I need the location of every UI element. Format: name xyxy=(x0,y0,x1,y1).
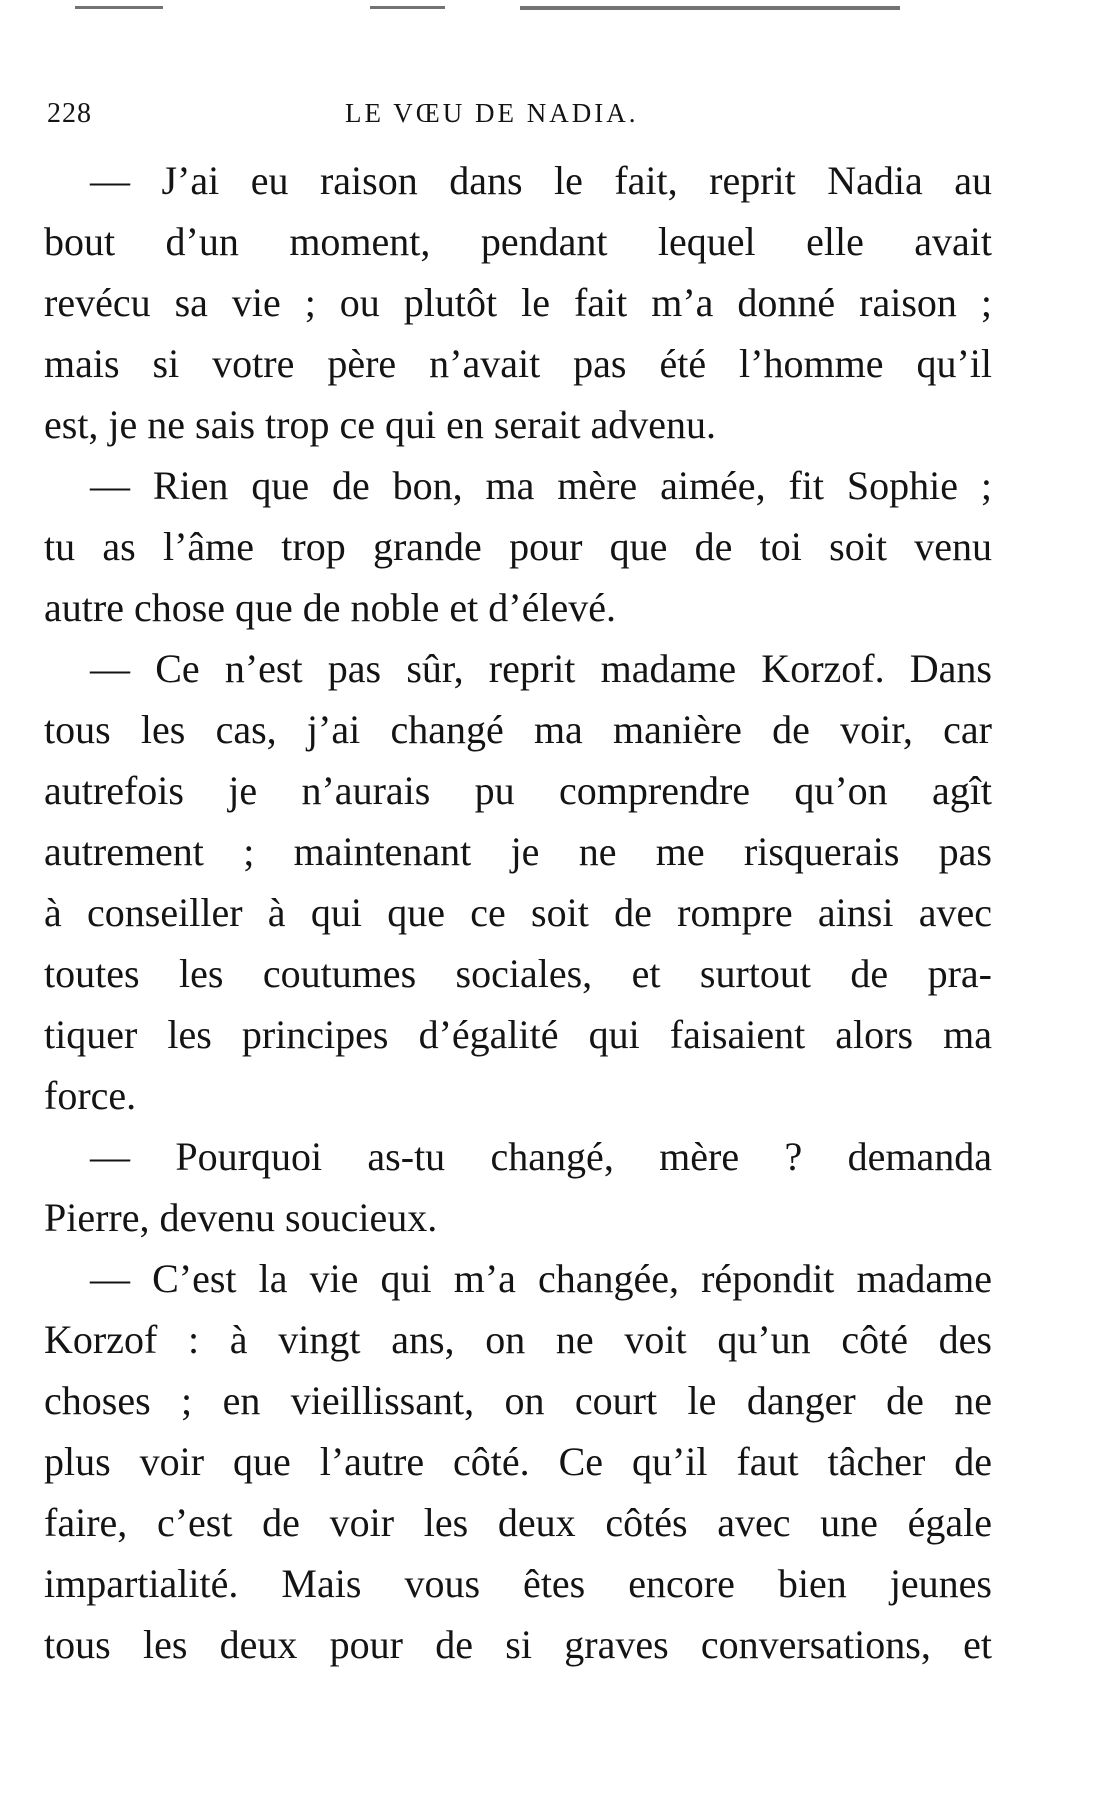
text-line: Korzof : à vingt ans, on ne voit qu’un côté des xyxy=(44,1317,992,1362)
text-line: plus voir que l’autre côté. Ce qu’il faut tâcher de xyxy=(44,1439,992,1484)
text-line: — C’est la vie qui m’a changée, répondit madame xyxy=(90,1256,992,1301)
text-line: impartialité. Mais vous êtes encore bien jeunes xyxy=(44,1561,992,1606)
running-title: LE VŒU DE NADIA. xyxy=(345,98,639,128)
page-number: 228 xyxy=(47,98,92,129)
text-line: tu as l’âme trop grande pour que de toi soit venu xyxy=(44,524,992,569)
text-line: est, je ne sais trop ce qui en serait advenu. xyxy=(44,402,716,447)
body-text xyxy=(44,150,992,1675)
text-line: — Pourquoi as-tu changé, mère ? demanda xyxy=(90,1134,992,1179)
text-line: faire, c’est de voir les deux côtés avec une égale xyxy=(44,1500,992,1545)
text-line: à conseiller à qui que ce soit de rompre ainsi avec xyxy=(44,890,992,935)
text-line: autrefois je n’aurais pu comprendre qu’on agît xyxy=(44,768,992,813)
text-line: tous les cas, j’ai changé ma manière de voir, car xyxy=(44,707,992,752)
scan-artifact xyxy=(370,6,445,9)
text-line: Pierre, devenu soucieux. xyxy=(44,1195,438,1240)
text-line: — J’ai eu raison dans le fait, reprit Nadia au xyxy=(90,158,992,203)
text-line: bout d’un moment, pendant lequel elle avait xyxy=(44,219,992,264)
text-line: force. xyxy=(44,1073,137,1118)
text-line: autre chose que de noble et d’élevé. xyxy=(44,585,616,630)
text-line: mais si votre père n’avait pas été l’homme qu’il xyxy=(44,341,992,386)
text-line: choses ; en vieillissant, on court le danger de ne xyxy=(44,1378,992,1423)
text-line: — Rien que de bon, ma mère aimée, fit Sophie ; xyxy=(90,463,992,508)
scan-artifact xyxy=(520,6,900,10)
text-line: tiquer les principes d’égalité qui faisaient alors ma xyxy=(44,1012,992,1057)
text-line: autrement ; maintenant je ne me risquerais pas xyxy=(44,829,992,874)
scan-artifact xyxy=(75,6,163,9)
text-line: — Ce n’est pas sûr, reprit madame Korzof. Dans xyxy=(90,646,992,691)
text-line: toutes les coutumes sociales, et surtout de pra- xyxy=(44,951,992,996)
text-line: tous les deux pour de si graves conversations, et xyxy=(44,1622,992,1667)
page-header xyxy=(47,98,1007,138)
text-line: revécu sa vie ; ou plutôt le fait m’a donné raison ; xyxy=(44,280,992,325)
